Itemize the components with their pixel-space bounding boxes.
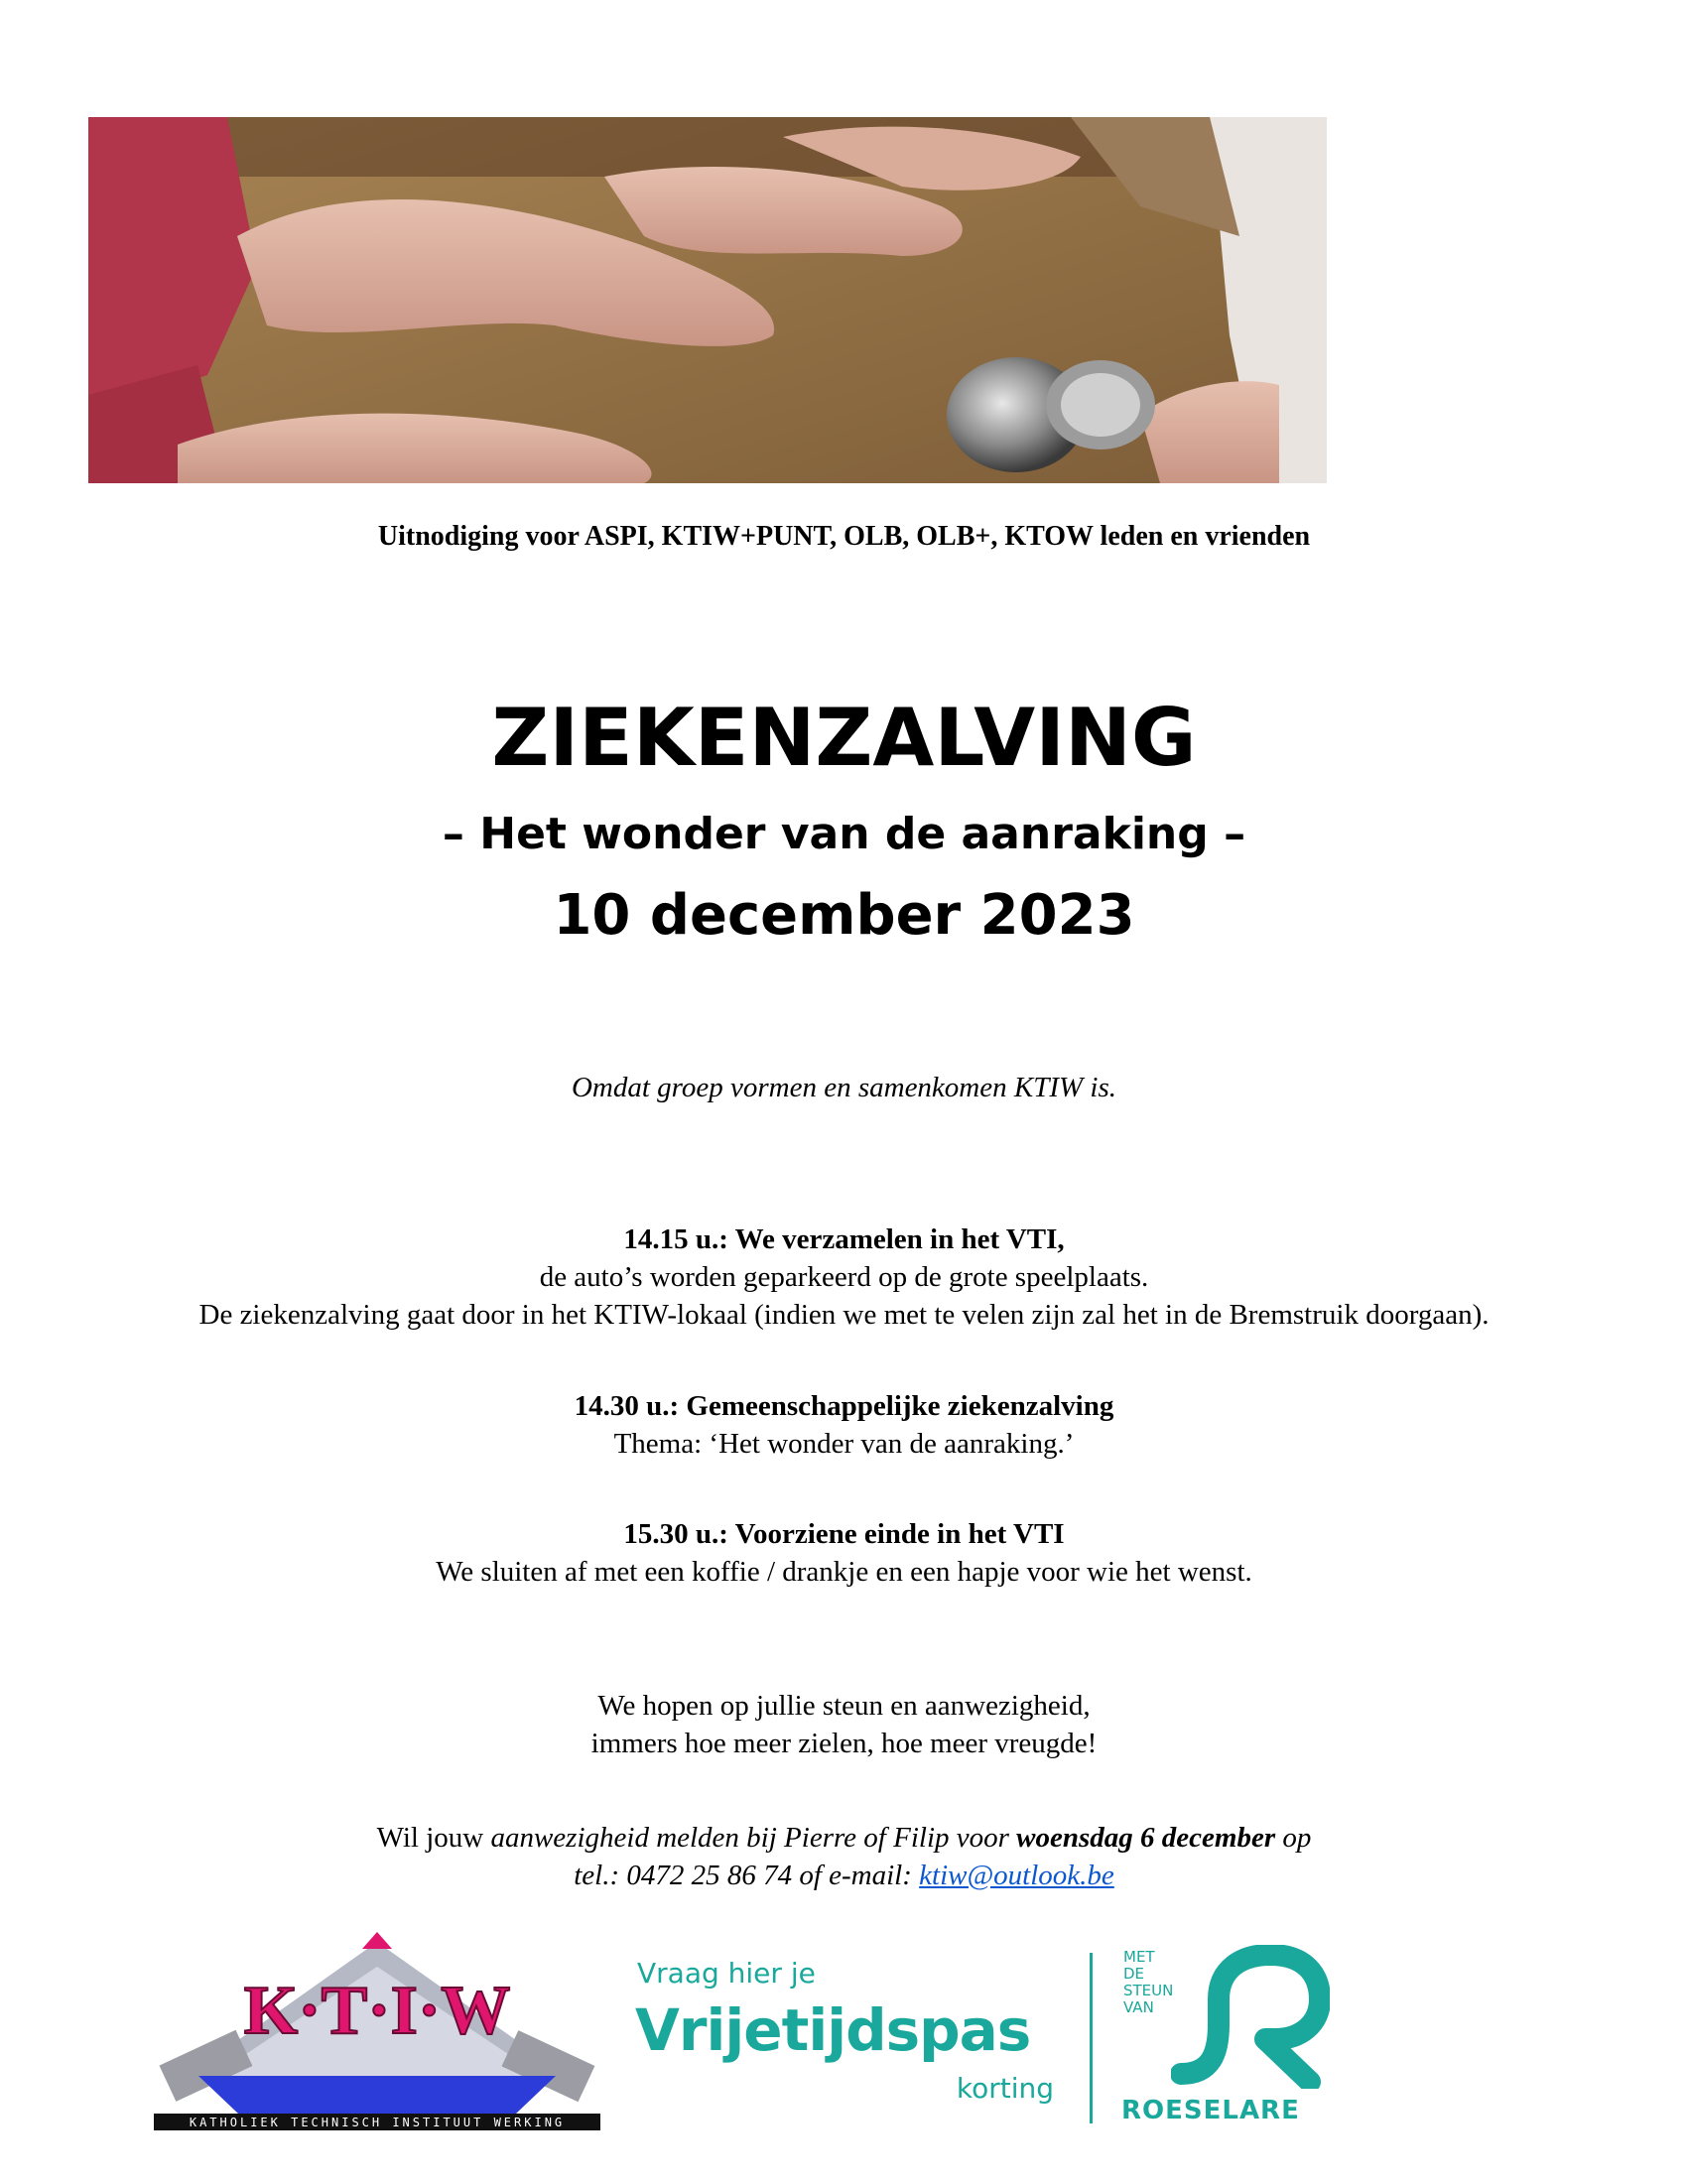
- schedule-line: De ziekenzalving gaat door in het KTIW-lokaal (indien we met te velen zijn zal het in de Bremstruik doorgaan).: [198, 1299, 1490, 1331]
- schedule-item: [0, 1387, 1688, 1463]
- rsvp-phone: tel.: 0472 25 86 74 of e-mail:: [574, 1860, 920, 1891]
- closing-line: We hopen op jullie steun en aanwezigheid,: [597, 1690, 1091, 1722]
- ktiw-tagline: KATHOLIEK TECHNISCH INSTITUUT WERKING: [189, 2116, 566, 2129]
- schedule-heading: 14.30 u.: Gemeenschappelijke ziekenzalving: [574, 1390, 1114, 1422]
- invitation-line: Uitnodiging voor ASPI, KTIW+PUNT, OLB, OLB+, KTOW leden en vrienden: [377, 521, 1311, 552]
- closing-line: immers hoe meer zielen, hoe meer vreugde!: [590, 1728, 1098, 1759]
- page-title: ZIEKENZALVING: [491, 692, 1197, 784]
- logo-divider: [1090, 1953, 1093, 2123]
- schedule-line: We sluiten af met een koffie / drankje en een hapje voor wie het wenst.: [436, 1556, 1252, 1588]
- vrij-line1: Vraag hier je: [637, 1957, 816, 1990]
- schedule-line: de auto’s worden geparkeerd op de grote speelplaats.: [539, 1261, 1149, 1293]
- rsvp-part: op: [1275, 1822, 1312, 1854]
- schedule-item: [0, 1220, 1688, 1334]
- steun-line: STEUN: [1123, 1982, 1174, 1999]
- closing-text: [0, 1687, 1688, 1762]
- rsvp-deadline: woensdag 6 december: [1016, 1822, 1276, 1854]
- steun-line: VAN: [1123, 1998, 1154, 2016]
- vrij-line3: korting: [956, 2072, 1054, 2105]
- city-name: ROESELARE: [1121, 2096, 1300, 2125]
- steun-line: MET: [1123, 1948, 1155, 1966]
- header-photo-hands: [88, 117, 1327, 483]
- vrij-line2: Vrijetijdspas: [635, 1996, 1031, 2064]
- rsvp-part: Wil jouw: [376, 1822, 491, 1854]
- schedule-line: Thema: ‘Het wonder van de aanraking.’: [613, 1428, 1075, 1460]
- motto: Omdat groep vormen en samenkomen KTIW is.: [571, 1072, 1117, 1103]
- rsvp-part: aanwezigheid melden bij Pierre of Filip voor: [490, 1822, 1017, 1854]
- schedule-item: [0, 1515, 1688, 1591]
- roeselare-r-icon: [1171, 1945, 1330, 2089]
- schedule-heading: 14.15 u.: We verzamelen in het VTI,: [623, 1223, 1065, 1255]
- page-subtitle: – Het wonder van de aanraking –: [442, 809, 1246, 859]
- event-date: 10 december 2023: [553, 883, 1135, 948]
- vrijetijdspas-logo: [635, 1957, 1072, 2116]
- schedule-heading: 15.30 u.: Voorziene einde in het VTI: [623, 1518, 1065, 1550]
- email-link[interactable]: ktiw@outlook.be: [919, 1860, 1114, 1891]
- rsvp-text: [0, 1819, 1688, 1894]
- ktiw-logo: [154, 1927, 600, 2130]
- roeselare-logo: [1121, 1945, 1360, 2133]
- steun-line: DE: [1123, 1965, 1145, 1983]
- ktiw-letters: K·T·I·W: [243, 1973, 511, 2049]
